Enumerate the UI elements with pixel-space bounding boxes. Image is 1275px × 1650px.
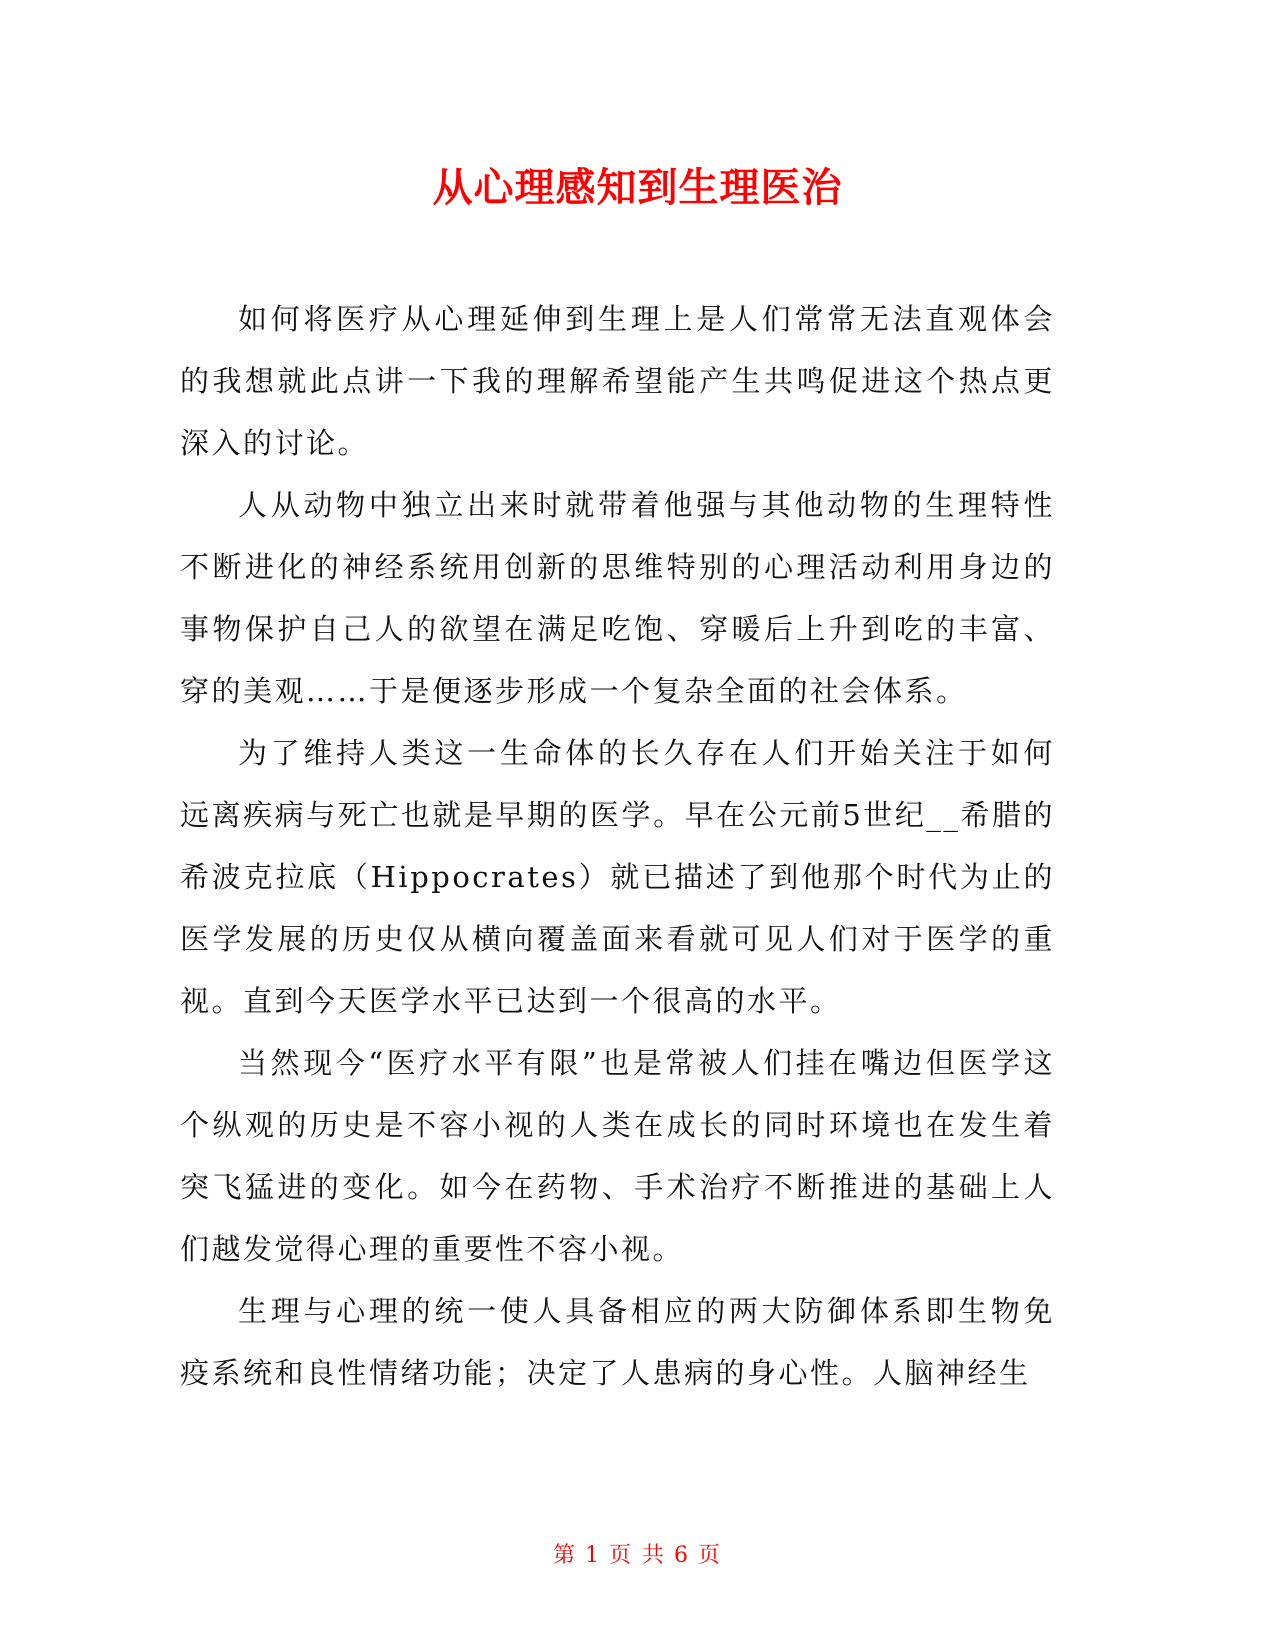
page-footer: [0, 1538, 1275, 1569]
document-title: 从心理感知到生理医治: [432, 165, 843, 211]
paragraph: 为了维持人类这一生命体的长久存在人们开始关注于如何远离疾病与死亡也就是早期的医学。早在公元前5世纪__希腊的希波克拉底（Hippocrates）就已描述了到他那个时代为止的医学发展的历史仅从横向覆盖面来看就可见人们对于医学的重视。直到今天医学水平已达到一个很高的水平。: [180, 736, 1055, 1018]
paragraph: 如何将医疗从心理延伸到生理上是人们常常无法直观体会的我想就此点讲一下我的理解希望能产生共鸣促进这个热点更深入的讨论。: [180, 302, 1055, 460]
page-label-prefix: 第: [552, 1543, 577, 1568]
page-number: 1: [585, 1543, 601, 1568]
document-body: [180, 288, 1055, 1404]
page-label-suffix: 页: [698, 1543, 723, 1568]
paragraph: 当然现今“医疗水平有限”也是常被人们挂在嘴边但医学这个纵观的历史是不容小视的人类在成长的同时环境也在发生着突飞猛进的变化。如今在药物、手术治疗不断推进的基础上人们越发觉得心理的重要性不容小视。: [180, 1046, 1055, 1266]
paragraph: 人从动物中独立出来时就带着他强与其他动物的生理特性不断进化的神经系统用创新的思维特别的心理活动利用身边的事物保护自己人的欲望在满足吃饱、穿暖后上升到吃的丰富、穿的美观……于是便逐步形成一个复杂全面的社会体系。: [180, 488, 1055, 708]
page-label-middle: 页 共: [609, 1543, 666, 1568]
paragraph: 生理与心理的统一使人具备相应的两大防御体系即生物免疫系统和良性情绪功能；决定了人患病的身心性。人脑神经生: [180, 1294, 1055, 1390]
total-pages: 6: [674, 1543, 690, 1568]
